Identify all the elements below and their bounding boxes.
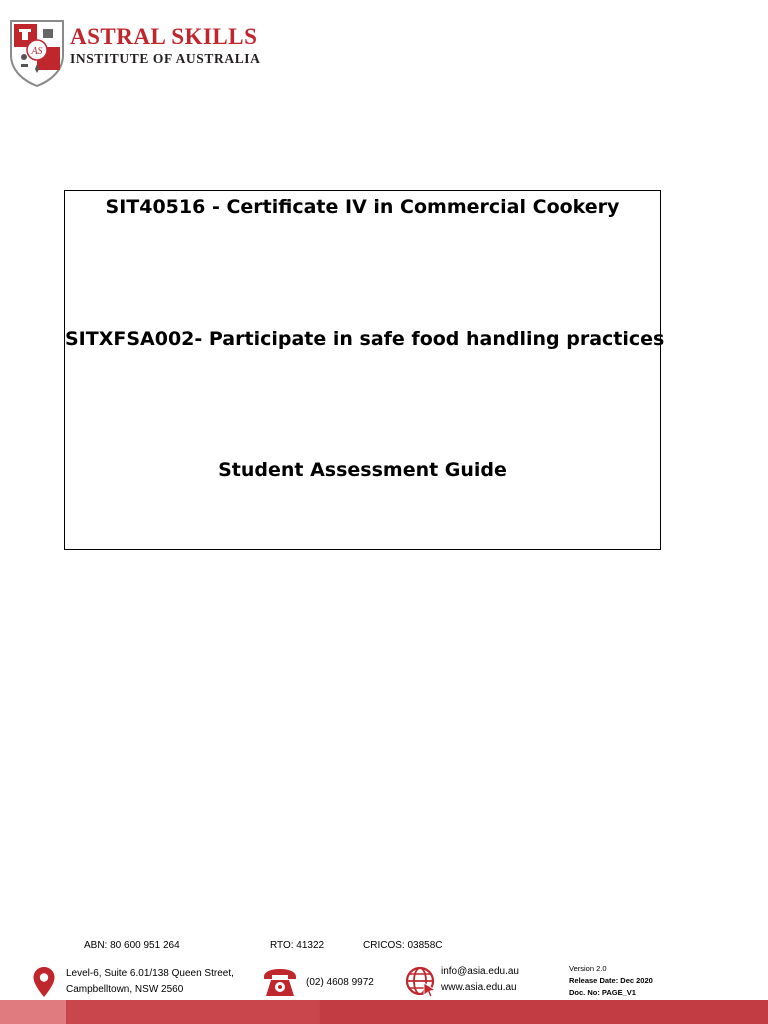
logo [8,17,261,87]
web-block [405,966,519,998]
address-line-1: Level-6, Suite 6.01/138 Queen Street, [66,968,234,979]
location-pin-icon [32,966,56,998]
telephone-icon [262,968,298,998]
website-link[interactable]: www.asia.edu.au [441,982,517,993]
phone-block [262,968,374,998]
address-block [32,966,234,998]
version-number: Version 2.0 [569,964,607,973]
document-type: Student Assessment Guide [218,459,507,481]
address-line-2: Campbelltown, NSW 2560 [66,984,184,995]
logo-letters: AS [31,46,43,57]
rto-number: RTO: 41322 [270,940,325,951]
release-date: Release Date: Dec 2020 [569,976,653,985]
document-number: Doc. No: PAGE_V1 [569,988,636,997]
footer-bar-segment [320,1000,768,1024]
phone-number[interactable]: (02) 4608 9972 [306,977,374,988]
brand-name: ASTRAL SKILLS [70,24,258,49]
cricos-code: CRICOS: 03858C [363,940,443,951]
globe-cursor-icon [405,966,437,998]
footer-bar [0,1000,768,1024]
footer-bar-segment [68,1000,318,1024]
unit-title: SITXFSA002- Participate in safe food handling practices [65,328,665,350]
footer-bar-segment [0,1000,66,1024]
abn-number: ABN: 80 600 951 264 [84,940,180,951]
version-block [569,963,653,998]
shield-crest-icon [8,17,66,87]
course-title: SIT40516 - Certificate IV in Commercial Cookery [105,196,620,218]
title-box [64,190,665,550]
email-link[interactable]: info@asia.edu.au [441,966,519,977]
brand-subtitle: INSTITUTE OF AUSTRALIA [70,51,261,66]
